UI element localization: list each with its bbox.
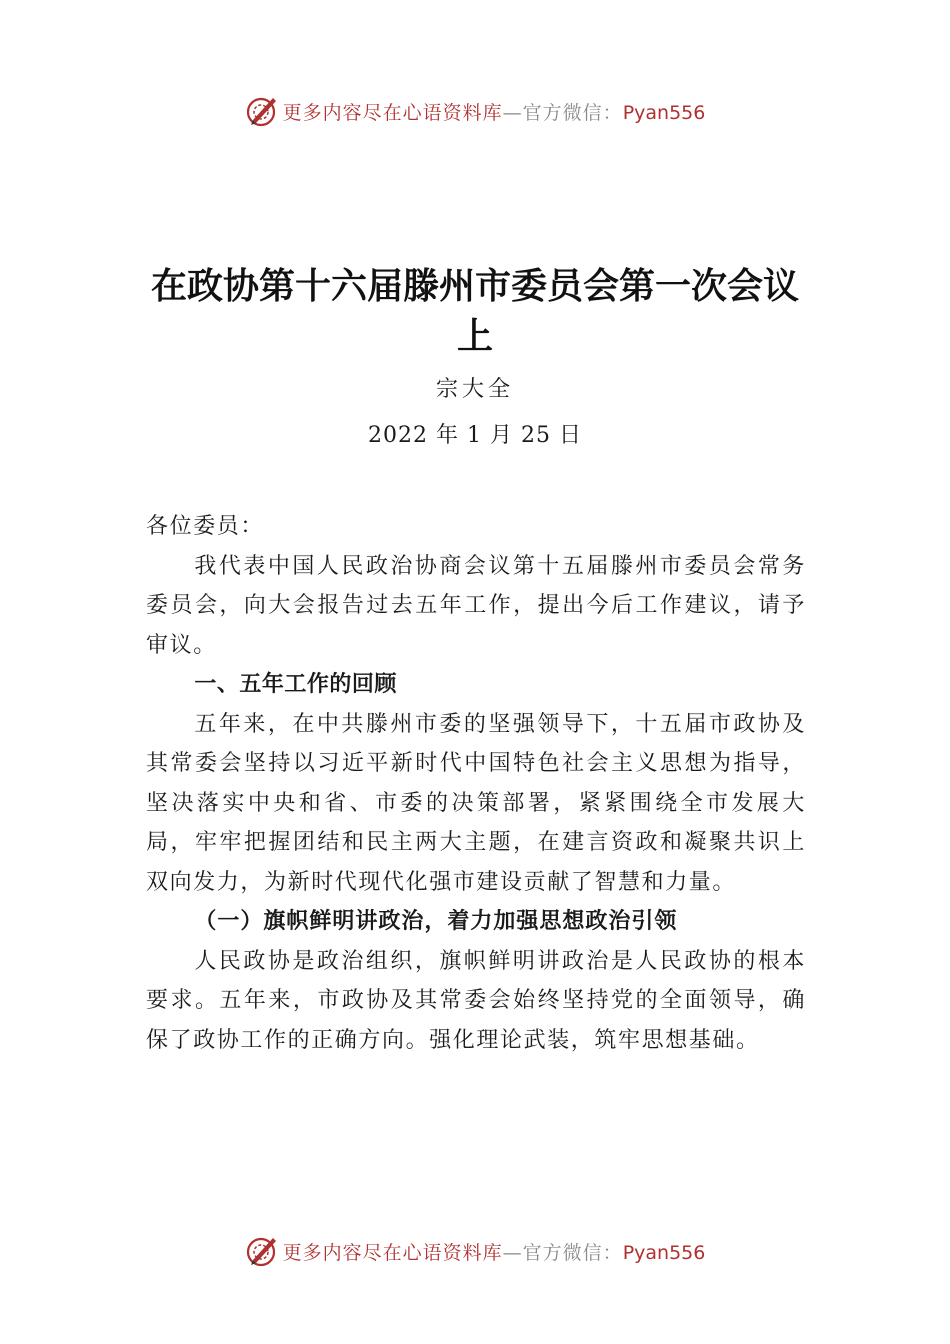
document-body <box>146 507 806 1060</box>
title-line-2: 上 <box>456 316 493 357</box>
salutation: 各位委员： <box>146 514 265 539</box>
pen-logo-icon <box>245 94 279 128</box>
watermark-main: 更多内容尽在心语资料库 <box>282 101 503 124</box>
title-line-1: 在政协第十六届滕州市委员会第一次会议 <box>150 266 799 307</box>
pen-logo-icon <box>245 1234 279 1268</box>
watermark-official: 官方微信： <box>522 101 623 124</box>
watermark-id: Pyan556 <box>622 101 706 124</box>
section-paragraph: 五年来，在中共滕州市委的坚强领导下，十五届市政协及其常委会坚持以习近平新时代中国特色社会主义思想为指导，坚决落实中央和省、市委的决策部署，紧紧围绕全市发展大局，牢牢把握团结和民主两大主题，在建言资政和凝聚共识上双向发力，为新时代现代化强市建设贡献了智慧和力量。 <box>146 711 806 895</box>
section-heading: 一、五年工作的回顾 <box>194 672 397 697</box>
author: 宗大全 <box>435 377 514 402</box>
watermark-main: 更多内容尽在心语资料库 <box>282 1241 503 1264</box>
watermark-id: Pyan556 <box>622 1241 706 1264</box>
watermark-dash: — <box>502 1241 523 1264</box>
date: 2022 年 1 月 25 日 <box>368 423 582 448</box>
watermark-dash: — <box>502 101 523 124</box>
watermark-text <box>283 98 706 125</box>
watermark-footer <box>0 1234 950 1268</box>
document-title <box>150 262 800 362</box>
intro-paragraph: 我代表中国人民政治协商会议第十五届滕州市委员会常务委员会，向大会报告过去五年工作，提出今后工作建议，请予审议。 <box>146 553 806 658</box>
watermark-official: 官方微信： <box>522 1241 623 1264</box>
watermark-header <box>0 94 950 128</box>
subsection-heading: （一）旗帜鲜明讲政治，着力加强思想政治引领 <box>194 908 678 934</box>
watermark-text <box>283 1238 706 1265</box>
subsection-paragraph: 人民政协是政治组织，旗帜鲜明讲政治是人民政协的根本要求。五年来，市政协及其常委会始终坚持党的全面领导，确保了政协工作的正确方向。强化理论武装，筑牢思想基础。 <box>146 948 806 1053</box>
